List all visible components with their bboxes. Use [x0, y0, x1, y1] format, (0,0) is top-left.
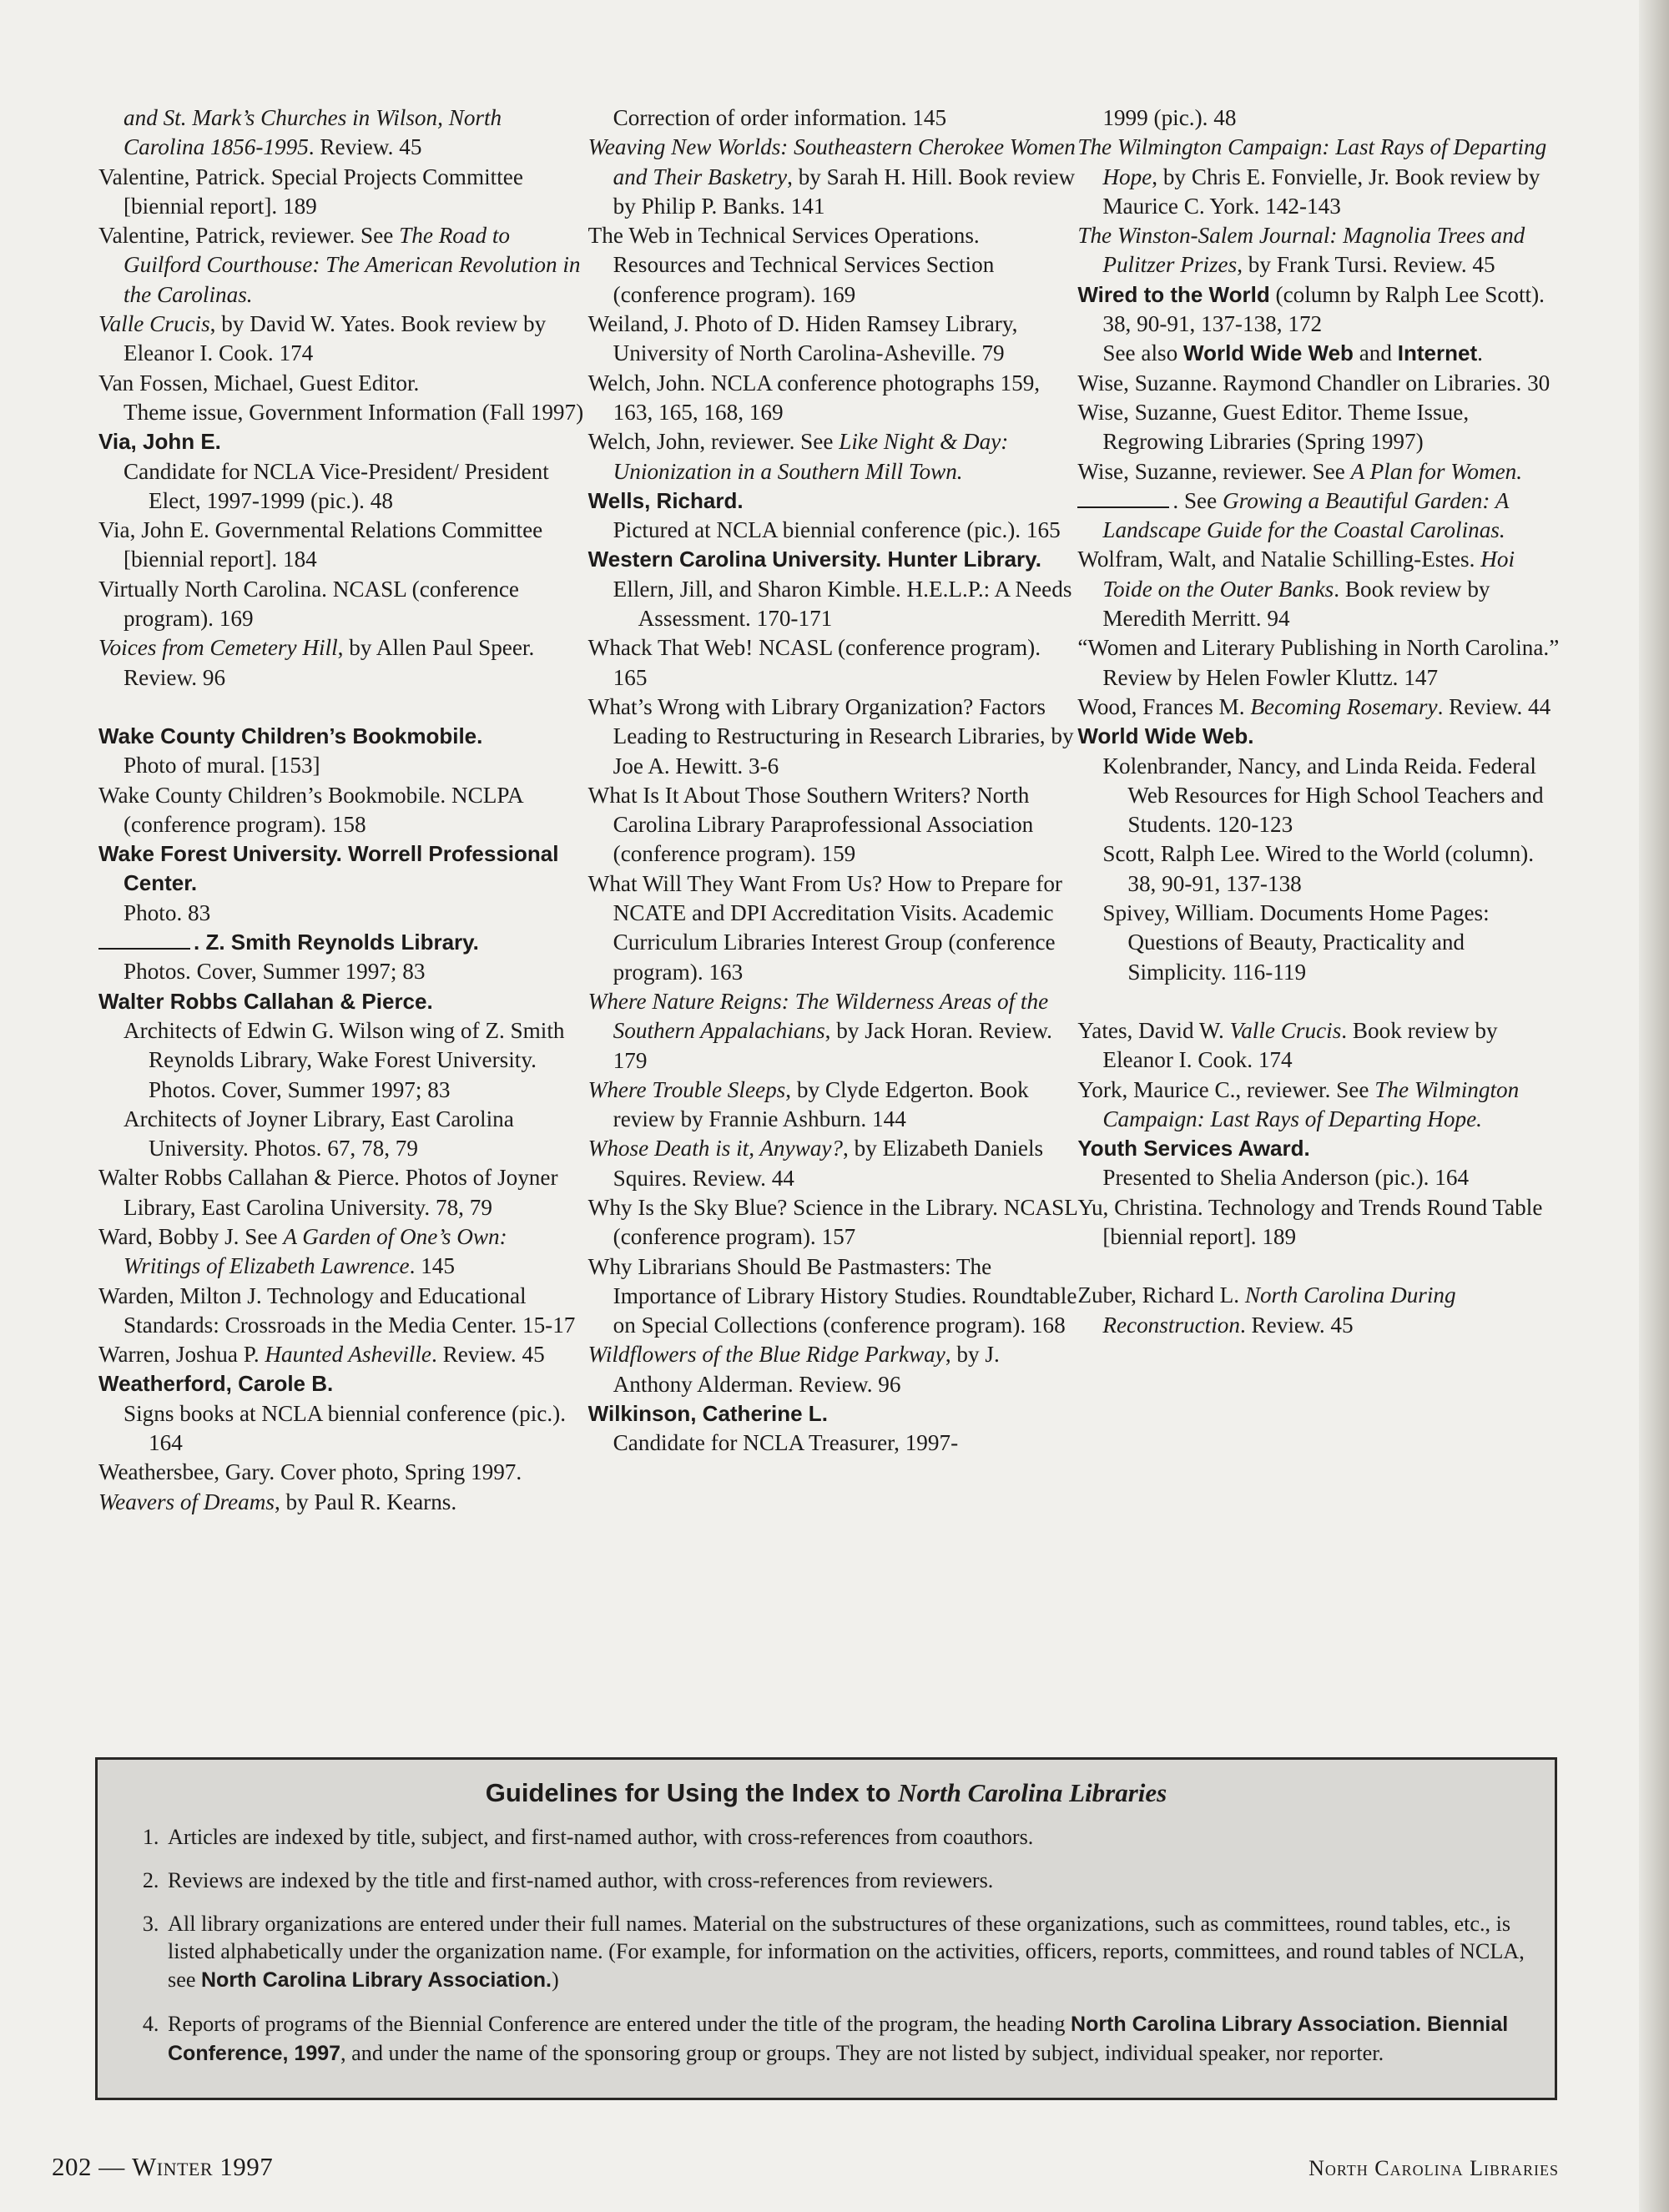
index-entry [588, 310, 1078, 369]
entry-text: Wells, Richard. [587, 487, 744, 513]
entry-text: . Book review by Meredith Merritt. 94 [1102, 576, 1490, 632]
index-entry [1077, 722, 1567, 751]
index-subentry [98, 1105, 588, 1164]
ditto-rule [98, 930, 190, 950]
index-entry [98, 987, 588, 1016]
entry-text: . [1477, 340, 1483, 366]
index-entry [588, 1134, 1078, 1193]
entry-text: The Winston-Salem Journal: Magnolia Trees and Pulitzer Prizes [1077, 223, 1525, 278]
entry-text: Van Fossen, Michael, Guest Editor. [98, 370, 420, 396]
entry-text: Valentine, Patrick, reviewer. See [98, 223, 400, 249]
entry-text: Wise, Suzanne, reviewer. See [1077, 458, 1351, 484]
entry-text: and [1353, 340, 1398, 366]
guideline-item [164, 1910, 1530, 1995]
entry-text: Candidate for NCLA Vice-President/ President Elect, 1997-1999 (pic.). 48 [124, 458, 549, 513]
entry-text: Wolfram, Walt, and Natalie Schilling-Estes. [1077, 547, 1481, 572]
index-entry [98, 1340, 588, 1369]
entry-text: Yates, David W. [1077, 1017, 1230, 1043]
entry-text: Wake Forest University. Worrell Professional Center. [98, 841, 559, 896]
entry-text: Kolenbrander, Nancy, and Linda Reida. Federal Web Resources for High School Teachers and Students. 120-123 [1102, 753, 1544, 838]
guideline-text: Reviews are indexed by the title and first-named author, with cross-references from reviewers. [168, 1867, 994, 1892]
index-entry [98, 163, 588, 222]
index-subentry [98, 1016, 588, 1105]
entry-text: Warden, Milton J. Technology and Educational Standards: Crossroads in the Media Center. 15-17 [98, 1282, 576, 1338]
entry-text: Walter Robbs Callahan & Pierce. Photos of Joyner Library, East Carolina University. 78, 79 [98, 1165, 558, 1220]
index-entry [98, 103, 588, 163]
index-entry [1077, 1134, 1567, 1163]
entry-text: 1999 (pic.). 48 [1102, 105, 1237, 130]
entry-text: , by Chris E. Fonvielle, Jr. Book review by Maurice C. York. 142-143 [1102, 164, 1540, 219]
index-entry [588, 1399, 1078, 1428]
entry-text: , by J. Anthony Alderman. Review. 96 [613, 1342, 1000, 1397]
index-entry [98, 310, 588, 369]
index-entry [98, 722, 588, 751]
index-entry [588, 1252, 1078, 1341]
entry-text: . Review. 45 [431, 1342, 545, 1368]
guideline-text: All library organizations are entered under their full names. Material on the substructures of these organizations, such as committees, round tables, etc., is listed alphabetically under the organization name. (For example, for information on the activities, officers, reports, committees, and round tables of NCLA, see [168, 1911, 1525, 1993]
index-entry [98, 369, 588, 398]
entry-text: Candidate for NCLA Treasurer, 1997- [613, 1430, 959, 1456]
footer-page-info [52, 2152, 273, 2182]
index-subentry [1077, 752, 1567, 840]
entry-text: Youth Services Award. [1077, 1136, 1310, 1161]
index-subentry [98, 957, 588, 986]
index-entry [588, 987, 1078, 1076]
index-entry [98, 1369, 588, 1398]
entry-text: . 145 [409, 1253, 455, 1279]
entry-text: Welch, John, reviewer. See [587, 429, 840, 455]
entry-text: What’s Wrong with Library Organization? Factors Leading to Restructuring in Research Libraries, by Joe A. Hewitt. 3-6 [587, 693, 1074, 778]
guideline-text: ) [551, 1968, 559, 1993]
entry-text: Voices from Cemetery Hill [98, 635, 338, 661]
index-entry [588, 1076, 1078, 1135]
index-entry [98, 633, 588, 693]
entry-text: Correction of order information. 145 [613, 105, 947, 130]
entry-text: . Z. Smith Reynolds Library. [194, 930, 479, 955]
footer-separator: — [92, 2152, 132, 2181]
guideline-text: , and under the name of the sponsoring group or groups. They are not listed by subject, individual speaker, nor reporter. [340, 2040, 1384, 2065]
entry-text: Wake County Children’s Bookmobile. NCLPA (conference program). 158 [98, 782, 523, 837]
index-entry [588, 1340, 1078, 1399]
entry-text: Wood, Frances M. [1077, 693, 1251, 719]
index-entry [1077, 457, 1567, 486]
index-subentry [1077, 899, 1567, 987]
entry-text: Walter Robbs Callahan & Pierce. [98, 988, 433, 1014]
guideline-item [164, 1867, 1530, 1895]
index-entry [588, 427, 1078, 486]
entry-text: Valle Crucis [98, 311, 210, 337]
entry-text: Photo of mural. [153] [124, 753, 320, 778]
entry-text: Wise, Suzanne, Guest Editor. Theme Issue, Regrowing Libraries (Spring 1997) [1077, 399, 1470, 455]
entry-text: . Review. 44 [1437, 693, 1551, 719]
index-columns [98, 103, 1567, 1517]
entry-text: Architects of Joyner Library, East Carolina University. Photos. 67, 78, 79 [124, 1106, 514, 1161]
index-subentry [1077, 339, 1567, 368]
index-entry [1077, 1016, 1567, 1076]
index-subentry [98, 1399, 588, 1459]
index-entry [98, 839, 588, 899]
index-entry [98, 928, 588, 957]
entry-text: , by David W. Yates. Book review by Eleanor I. Cook. 174 [124, 311, 547, 366]
entry-text: Whose Death is it, Anyway? [587, 1136, 843, 1161]
entry-text: . Book review by Eleanor I. Cook. 174 [1102, 1017, 1498, 1073]
entry-text: Ellern, Jill, and Sharon Kimble. H.E.L.P.: A Needs Assessment. 170-171 [613, 576, 1072, 632]
entry-text: Valentine, Patrick. Special Projects Committee [biennial report]. 189 [98, 164, 523, 219]
entry-text: Pictured at NCLA biennial conference (pic.). 165 [613, 517, 1061, 543]
footer-issue: Winter 1997 [132, 2152, 274, 2181]
entry-text: Hoi Toide on the Outer Banks [1102, 547, 1515, 602]
guideline-text: North Carolina Library Association. [201, 1968, 552, 1993]
index-entry [98, 221, 588, 310]
index-entry [98, 516, 588, 575]
index-subentry [588, 1428, 1078, 1458]
entry-text: Weatherford, Carole B. [98, 1371, 334, 1397]
guidelines-box [95, 1757, 1557, 2100]
entry-text: , by Sarah H. Hill. Book review by Philip P. Banks. 141 [613, 164, 1076, 219]
entry-text: Why Is the Sky Blue? Science in the Library. NCASL (conference program). 157 [587, 1194, 1077, 1250]
entry-text: , by Elizabeth Daniels Squires. Review. 44 [613, 1136, 1044, 1191]
index-entry [1077, 221, 1567, 280]
entry-text: “Women and Literary Publishing in North Carolina.” Review by Helen Fowler Kluttz. 147 [1077, 635, 1560, 690]
entry-text: Ward, Bobby J. See [98, 1223, 284, 1249]
guidelines-title-text: Guidelines for Using the Index to [485, 1778, 899, 1807]
entry-text: Like Night & Day: Unionization in a Southern Mill Town. [613, 429, 1009, 484]
entry-text: Wake County Children’s Bookmobile. [98, 723, 483, 748]
index-subentry [588, 575, 1078, 634]
index-entry [98, 1222, 588, 1282]
entry-text: Architects of Edwin G. Wilson wing of Z. Smith Reynolds Library, Wake Forest University. Photos. Cover, Summer 1997; 83 [124, 1017, 565, 1102]
entry-text: , by Jack Horan. Review. 179 [613, 1018, 1052, 1073]
index-entry [98, 1282, 588, 1341]
index-entry [588, 221, 1078, 310]
index-subentry [588, 516, 1078, 545]
index-entry [588, 693, 1078, 781]
index-entry [1077, 1076, 1567, 1135]
entry-text: Wilkinson, Catherine L. [587, 1401, 828, 1427]
entry-text: Western Carolina University. Hunter Library. [587, 547, 1041, 572]
guideline-item [164, 1823, 1530, 1852]
index-entry [588, 545, 1078, 574]
page-edge [1639, 0, 1669, 2212]
index-entry [588, 486, 1078, 516]
entry-text: A Plan for Women. [1350, 458, 1523, 484]
entry-text: Photos. Cover, Summer 1997; 83 [124, 959, 426, 985]
index-entry [98, 427, 588, 456]
index-entry [1077, 398, 1567, 457]
entry-text: , by Allen Paul Speer. Review. 96 [124, 635, 535, 690]
entry-text: Internet [1397, 340, 1478, 366]
index-subentry [98, 751, 588, 780]
index-subentry [1077, 1163, 1567, 1192]
entry-text: What Will They Want From Us? How to Prepare for NCATE and DPI Accreditation Visits. Academic Curriculum Libraries Interest Group (conference program). 163 [587, 870, 1062, 985]
entry-text: The Wilmington Campaign: Last Rays of Departing Hope [1077, 134, 1547, 189]
index-entry [98, 575, 588, 634]
index-entry [588, 633, 1078, 693]
entry-text: . Review. 45 [1239, 1312, 1354, 1338]
index-entry [588, 369, 1078, 428]
entry-text: A Garden of One’s Own: Writings of Elizabeth Lawrence [124, 1223, 507, 1279]
entry-text: . Review. 45 [308, 134, 422, 160]
index-subentry [98, 899, 588, 928]
entry-text: Weathersbee, Gary. Cover photo, Spring 1997. [98, 1459, 522, 1485]
entry-text: . See [1172, 487, 1223, 513]
entry-text: Photo. 83 [124, 899, 211, 925]
index-entry [588, 103, 1078, 133]
index-column-3 [1077, 103, 1567, 1517]
entry-text: Becoming Rosemary [1250, 693, 1438, 719]
index-column-1 [98, 103, 588, 1517]
index-entry [98, 1163, 588, 1222]
index-entry [1077, 133, 1567, 221]
index-column-2 [588, 103, 1078, 1517]
index-entry [1077, 1281, 1567, 1340]
footer-journal-name: North Carolina Libraries [1308, 2156, 1559, 2180]
entry-text: Virtually North Carolina. NCASL (conference program). 169 [98, 576, 519, 632]
entry-text: Zuber, Richard L. [1077, 1282, 1245, 1308]
index-entry [1077, 280, 1567, 340]
entry-text: Theme issue, Government Information (Fall 1997) [124, 399, 584, 425]
guideline-text: North Carolina Library Association. Biennial Conference, 1997 [168, 2012, 1509, 2065]
entry-text: Scott, Ralph Lee. Wired to the World (column). 38, 90-91, 137-138 [1102, 841, 1535, 896]
index-entry [98, 1458, 588, 1487]
entry-text: , by Clyde Edgerton. Book review by Frannie Ashburn. 144 [613, 1076, 1029, 1132]
index-entry [588, 781, 1078, 869]
index-entry [98, 781, 588, 840]
entry-text: and St. Mark’s Churches in Wilson, North Carolina 1856-1995 [124, 105, 502, 160]
entry-text: (column by Ralph Lee Scott). 38, 90-91, 137-138, 172 [1102, 281, 1545, 337]
entry-text: Signs books at NCLA biennial conference (pic.). 164 [124, 1400, 567, 1456]
entry-text: Valle Crucis [1229, 1017, 1342, 1043]
index-entry [1077, 545, 1567, 633]
index-entry [98, 1488, 588, 1517]
entry-text: Wired to the World [1077, 281, 1270, 307]
entry-text: Via, John E. Governmental Relations Committee [biennial report]. 184 [98, 517, 543, 572]
entry-text: The Wilmington Campaign: Last Rays of Departing Hope. [1102, 1076, 1520, 1131]
index-entry [1077, 369, 1567, 398]
entry-text: World Wide Web [1183, 340, 1354, 366]
entry-text: Weavers of Dreams [98, 1489, 275, 1514]
entry-text: See also [1102, 340, 1183, 366]
index-subentry [98, 398, 588, 427]
entry-text: Weiland, J. Photo of D. Hiden Ramsey Library, University of North Carolina-Asheville. 79 [587, 311, 1018, 366]
index-entry [588, 869, 1078, 987]
entry-text: Warren, Joshua P. [98, 1342, 265, 1368]
entry-text: , by Frank Tursi. Review. 45 [1237, 252, 1495, 278]
guideline-text: Articles are indexed by title, subject, and first-named author, with cross-references from coauthors. [168, 1825, 1034, 1849]
entry-text: The Road to Guilford Courthouse: The American Revolution in the Carolinas. [124, 223, 581, 307]
entry-text: York, Maurice C., reviewer. See [1077, 1076, 1375, 1102]
entry-text: Welch, John. NCLA conference photographs 159, 163, 165, 168, 169 [587, 370, 1041, 425]
guideline-item [164, 2010, 1530, 2068]
guideline-text: Reports of programs of the Biennial Conference are entered under the title of the program, the heading [168, 2011, 1071, 2036]
entry-text: Why Librarians Should Be Pastmasters: The Importance of Library History Studies. Roundtable on Special Collections (conference program). 168 [587, 1253, 1077, 1338]
entry-text: North Carolina During Reconstruction [1102, 1282, 1456, 1338]
entry-text: The Web in Technical Services Operations. Resources and Technical Services Section (conference program). 169 [587, 223, 995, 307]
index-entry [1077, 486, 1567, 546]
index-subentry [98, 457, 588, 516]
entry-text: Spivey, William. Documents Home Pages: Questions of Beauty, Practicality and Simplicity. 116-119 [1102, 900, 1490, 985]
index-subentry [1077, 839, 1567, 899]
entry-text: Wise, Suzanne. Raymond Chandler on Libraries. 30 [1077, 370, 1551, 396]
index-entry [588, 133, 1078, 221]
ditto-rule [1077, 488, 1169, 508]
guidelines-title-journal: North Carolina Libraries [898, 1778, 1167, 1807]
entry-text: Wildflowers of the Blue Ridge Parkway [587, 1342, 945, 1368]
entry-text: Where Trouble Sleeps [587, 1076, 786, 1102]
entry-text: Whack That Web! NCASL (conference program). 165 [587, 635, 1041, 690]
index-entry [1077, 633, 1567, 693]
entry-text: Presented to Shelia Anderson (pic.). 164 [1102, 1165, 1470, 1191]
entry-text: Where Nature Reigns: The Wilderness Areas of the Southern Appalachians [587, 988, 1049, 1044]
entry-text: World Wide Web. [1077, 723, 1254, 749]
entry-text: Weaving New Worlds: Southeastern Cherokee Women and Their Basketry [587, 134, 1076, 189]
guidelines-title [123, 1778, 1530, 1808]
guidelines-list [123, 1823, 1530, 2068]
index-entry [1077, 103, 1567, 133]
entry-text: , by Paul R. Kearns. [274, 1489, 457, 1514]
index-entry [588, 1193, 1078, 1252]
entry-text: What Is It About Those Southern Writers? North Carolina Library Paraprofessional Association (conference program). 159 [587, 782, 1034, 867]
entry-text: Via, John E. [98, 429, 221, 455]
entry-text: Growing a Beautiful Garden: A Landscape Guide for the Coastal Carolinas. [1102, 487, 1509, 543]
entry-text: Haunted Asheville [265, 1342, 432, 1368]
index-entry [1077, 693, 1567, 722]
index-entry [1077, 1193, 1567, 1252]
entry-text: Yu, Christina. Technology and Trends Round Table [biennial report]. 189 [1077, 1194, 1543, 1249]
page-number: 202 [52, 2152, 92, 2181]
